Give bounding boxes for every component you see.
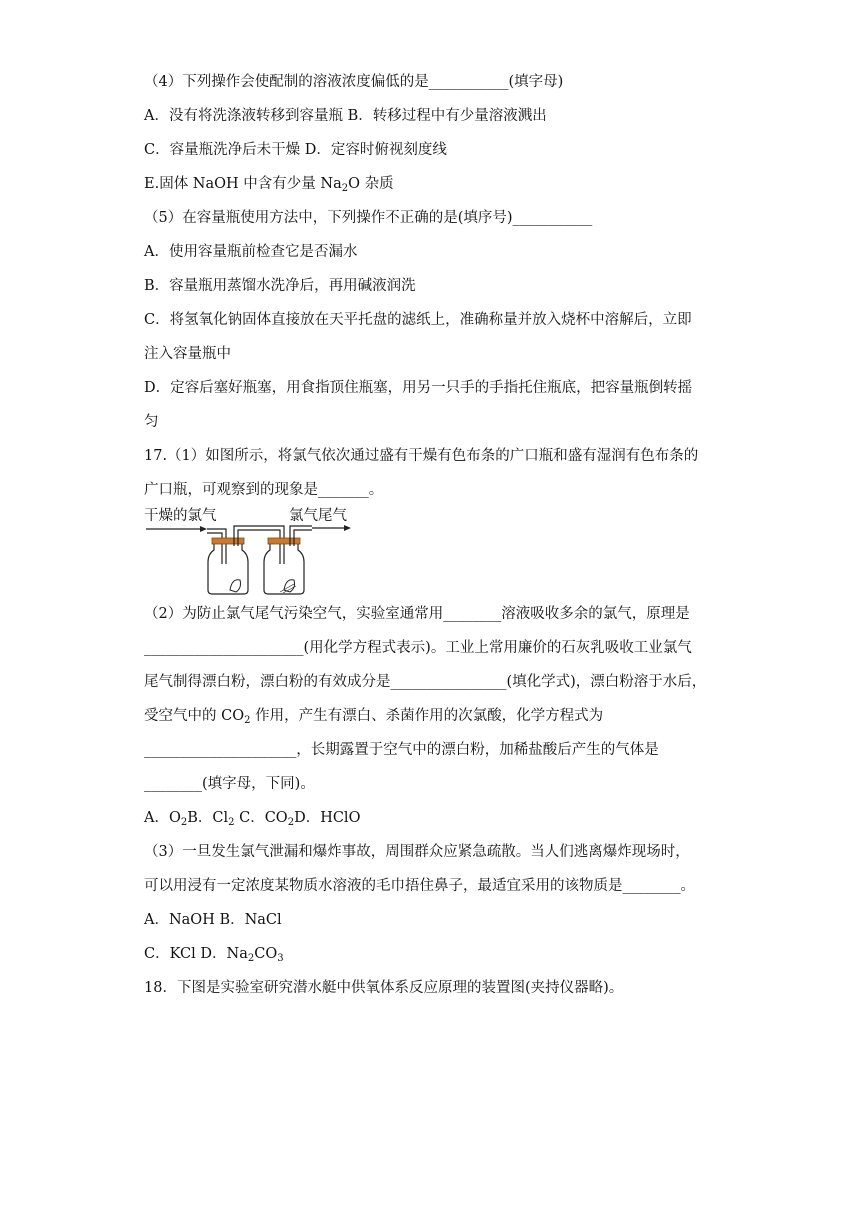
q16-4-option-e	[144, 174, 394, 194]
q17-2-option-b: B．Cl	[187, 810, 229, 826]
q16-5-stem: （5）在容量瓶使用方法中，下列操作不正确的是(填序号)___________	[144, 210, 593, 226]
q17-3-option-cd	[144, 944, 284, 964]
q17-stem-line1: 17.（1）如图所示，将氯气依次通过盛有干燥有色布条的广口瓶和盛有湿润有色布条的	[144, 448, 699, 464]
q16-5-option-c-line2: 注入容量瓶中	[144, 346, 231, 362]
q17-3-option-cd-mid: CO	[254, 946, 278, 962]
q17-2-line1: （2）为防止氯气尾气污染空气，实验室通常用________溶液吸收多余的氯气，原理是	[144, 606, 690, 622]
chlorine-bottles-diagram	[144, 504, 374, 596]
outlet-arrowhead	[344, 525, 351, 531]
q16-4-option-e-text-end: O 杂质	[348, 176, 394, 192]
connecting-tube-inner	[238, 530, 280, 564]
bottle-1	[208, 542, 248, 594]
q16-5-option-d-line1: D．定容后塞好瓶塞，用食指顶住瓶塞，用另一只手的手指托住瓶底，把容量瓶倒转摇	[144, 380, 693, 396]
q17-2-option-c: C．CO	[234, 810, 288, 826]
q17-2-line4	[144, 706, 603, 726]
chlorine-exhaust-label: 氯气尾气	[289, 508, 347, 524]
q17-2-option-d: D．HClO	[294, 810, 361, 826]
q17-3-option-cd-text: C．KCl D．Na	[144, 946, 248, 962]
q17-3-option-ab: A．NaOH B．NaCl	[144, 912, 282, 928]
q17-2-options	[144, 808, 360, 828]
q16-4-option-ab: A．没有将洗涤液转移到容量瓶 B．转移过程中有少量溶液溅出	[144, 108, 547, 124]
q17-2-line6: ________(填字母，下同)。	[144, 776, 315, 792]
stopper-2	[268, 538, 300, 544]
q16-4-option-cd: C．容量瓶洗净后未干燥 D．定容时俯视刻度线	[144, 142, 447, 158]
q16-4-stem: （4）下列操作会使配制的溶液浓度偏低的是___________(填字母)	[144, 74, 564, 90]
wet-cloth-strip	[284, 580, 295, 592]
q16-5-option-d-line2: 匀	[144, 414, 159, 430]
subscript: 2	[228, 817, 235, 828]
inlet-arrowhead	[200, 526, 207, 532]
q16-4-option-e-text: E.固体 NaOH 中含有少量 Na	[144, 176, 342, 192]
q16-5-option-b: B．容量瓶用蒸馏水洗净后，再用碱液润洗	[144, 278, 416, 294]
subscript: 2	[341, 183, 349, 194]
q17-3-line1: （3）一旦发生氯气泄漏和爆炸事故，周围群众应紧急疏散。当人们逃离爆炸现场时，	[144, 844, 690, 860]
subscript: 2	[247, 953, 255, 964]
q18-stem: 18．下图是实验室研究潜水艇中供氧体系反应原理的装置图(夹持仪器略)。	[144, 980, 624, 996]
q17-2-line4-text: 受空气中的 CO	[144, 708, 245, 724]
apparatus-drawing	[144, 504, 374, 596]
subscript: 2	[244, 715, 251, 726]
q17-2-line5: _____________________，长期露置于空气中的漂白粉，加稀盐酸后产生的气体是	[144, 742, 659, 758]
subscript: 2	[180, 817, 188, 828]
q17-stem-line2: 广口瓶，可观察到的现象是_______。	[144, 482, 384, 498]
dry-cloth-strip	[230, 580, 241, 592]
q16-5-option-a: A．使用容量瓶前检查它是否漏水	[144, 244, 358, 260]
q16-5-option-c-line1: C．将氢氧化钠固体直接放在天平托盘的滤纸上，准确称量并放入烧杯中溶解后，立即	[144, 312, 692, 328]
subscript: 2	[287, 817, 295, 828]
q17-2-line2: ______________________(用化学方程式表示)。工业上常用廉价的石灰乳吸收工业氯气	[144, 640, 692, 656]
q17-2-option-a: A．O	[144, 810, 181, 826]
subscript: 3	[277, 953, 284, 964]
q17-2-line4-text-end: 作用，产生有漂白、杀菌作用的次氯酸，化学方程式为	[250, 708, 604, 724]
inlet-tube	[207, 529, 226, 564]
q17-3-line2: 可以用浸有一定浓度某物质水溶液的毛巾捂住鼻子，最适宜采用的该物质是________。	[144, 878, 695, 894]
q17-2-line3: 尾气制得漂白粉，漂白粉的有效成分是________________(填化学式)，漂白粉溶于水后，	[144, 674, 707, 690]
dry-chlorine-label: 干燥的氯气	[144, 508, 217, 524]
stopper-1	[212, 538, 244, 544]
